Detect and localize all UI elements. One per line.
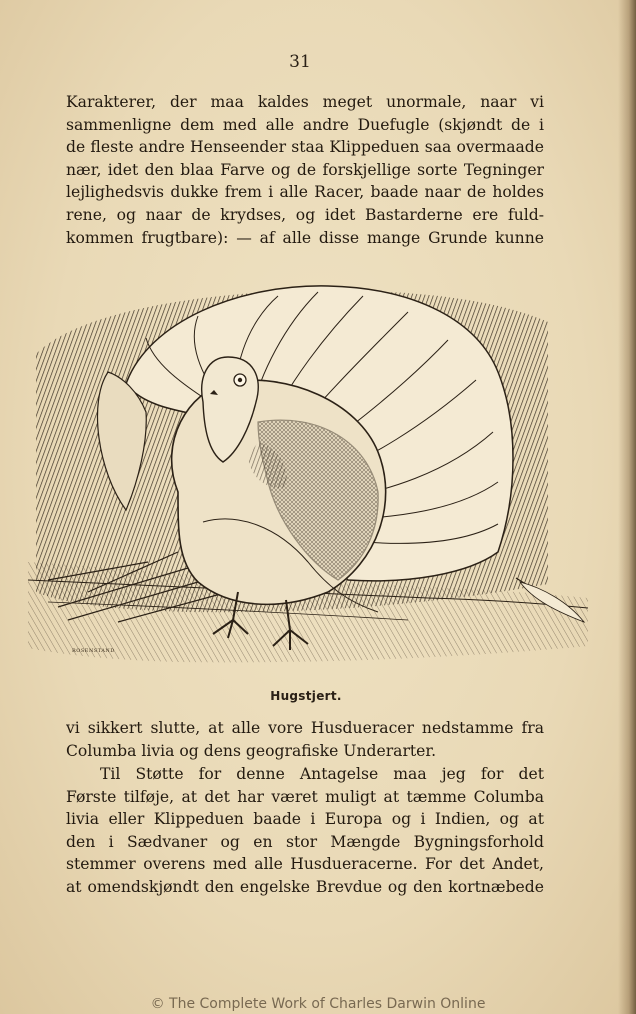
text-line: den i Sædvaner og en stor Mængde Bygningsforhold (66, 832, 544, 851)
copyright-watermark: © The Complete Work of Charles Darwin Online (150, 996, 486, 1012)
text-line: vi sikkert slutte, at alle vore Husdueracer nedstamme fra (66, 719, 544, 737)
text-line: stemmer overens med alle Husdueracerne. For det Andet, (66, 855, 544, 874)
text-line: Til Støtte for denne Antagelse maa jeg for det (100, 765, 544, 783)
paragraph-bottom (66, 717, 544, 762)
text-line: rene, og naar de krydses, og idet Bastarderne ere fuld- (66, 205, 544, 224)
text-line: at omendskjøndt den engelske Brevdue og den kortnæbede (66, 877, 544, 896)
text-line: livia eller Klippeduen baade i Europa og i Indien, og at (66, 810, 544, 829)
text-line: kommen frugtbare): — af alle disse mange Grunde kunne (66, 228, 544, 247)
text-line: Karakterer, der maa kaldes meget unormale, naar vi (66, 93, 544, 111)
text-line: lejlighedsvis dukke frem i alle Racer, baade naar de holdes (66, 183, 544, 202)
page-gutter-shadow (618, 0, 636, 1014)
text-line: nær, idet den blaa Farve og de forskjellige sorte Tegninger (66, 160, 544, 179)
paragraph-top (66, 91, 544, 249)
text-line: Columba livia og dens geografiske Underarter. (66, 741, 437, 760)
text-line: sammenligne dem med alle andre Duefugle (skjøndt de i (66, 115, 544, 134)
page-number: 31 (289, 52, 311, 72)
text-line: Første tilføje, at det har været muligt at tæmme Columba (66, 787, 544, 806)
engraver-signature: ROSENSTAND (72, 648, 115, 654)
text-line: de fleste andre Henseender staa Klippeduen saa overmaade (66, 138, 544, 157)
paragraph-next (66, 763, 544, 899)
figure-caption: Hugstjert. (270, 689, 342, 703)
fantail-pigeon-engraving (28, 262, 588, 672)
